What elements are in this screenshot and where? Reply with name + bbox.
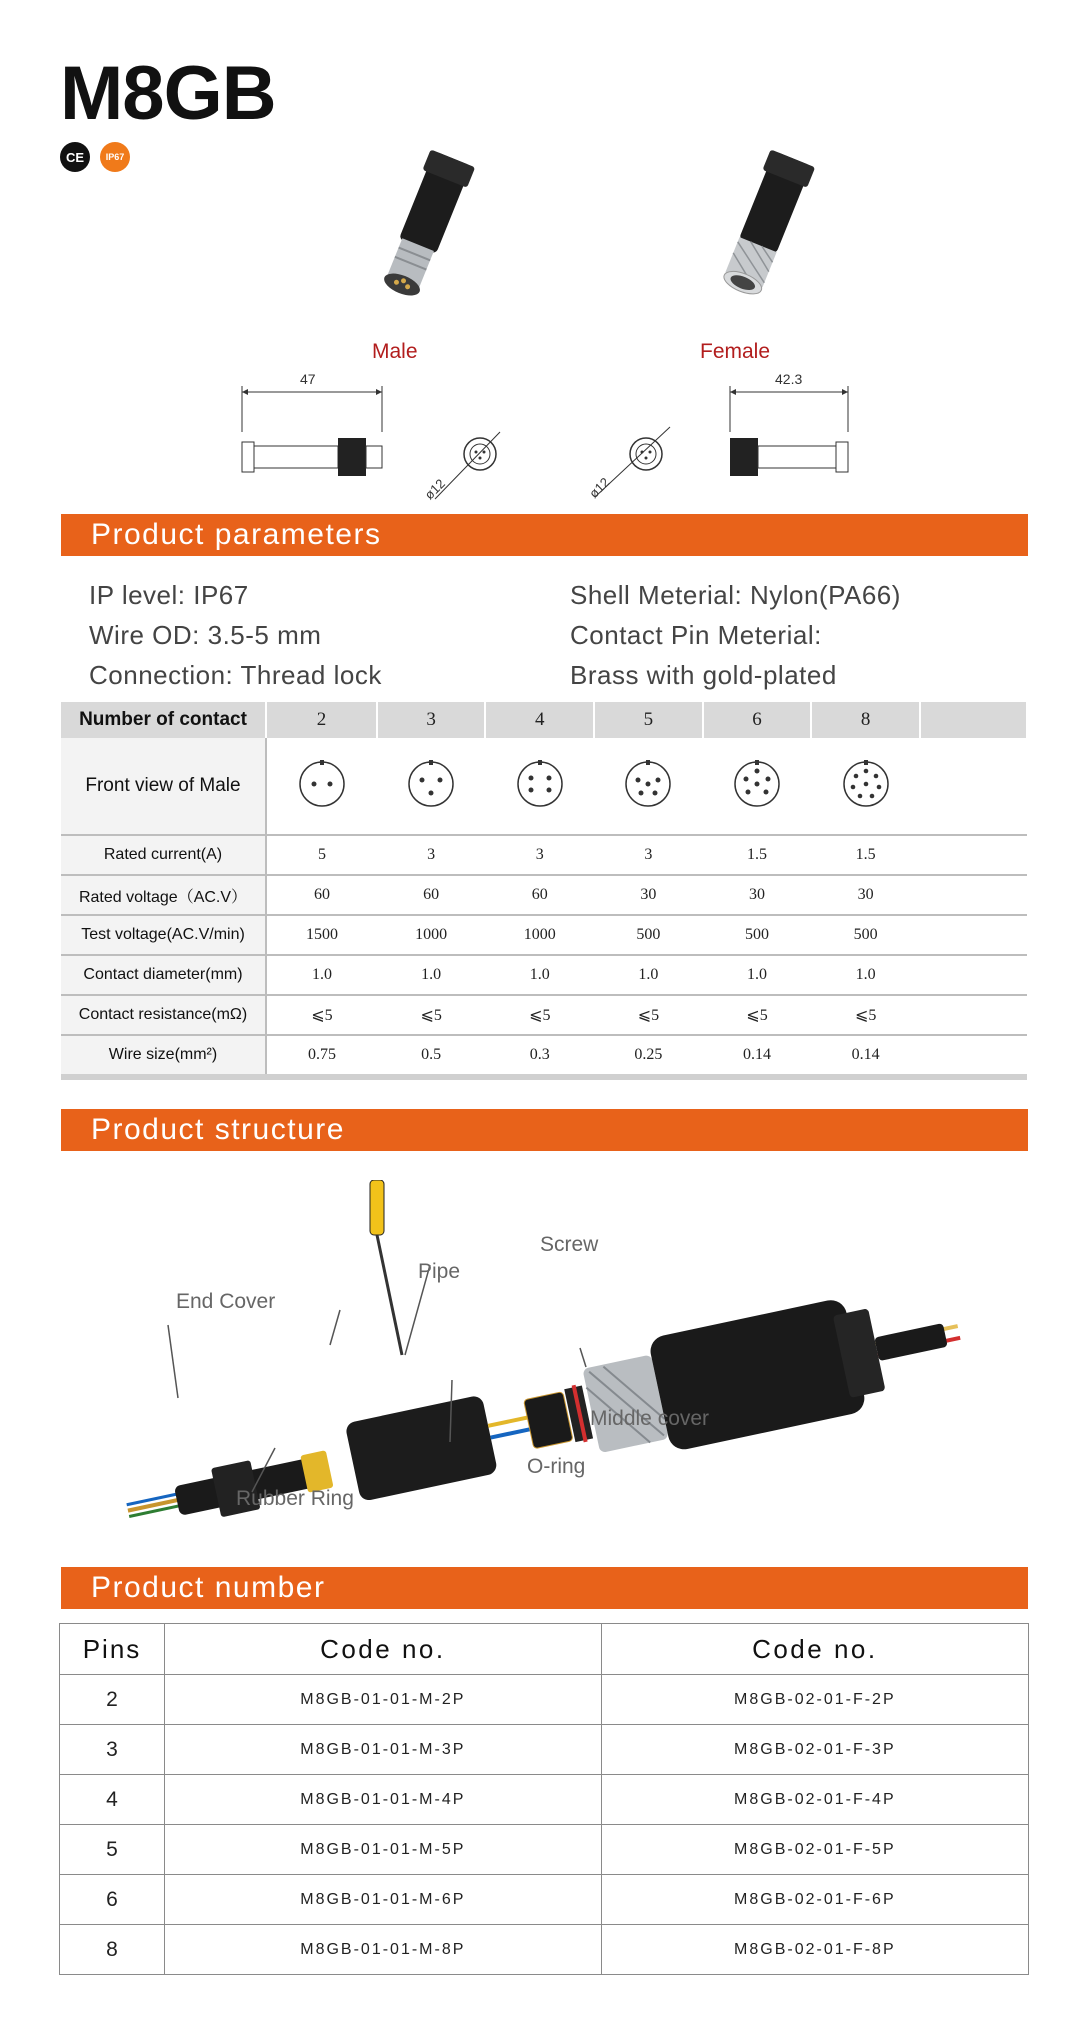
- param-contact-plating: Brass with gold-plated: [570, 660, 837, 690]
- spec-row: [61, 875, 1027, 915]
- pin-layout-6-icon: [703, 738, 812, 835]
- spec-cell: ⩽5: [811, 995, 920, 1035]
- pins-column-header: Pins: [60, 1624, 165, 1675]
- contact-count: 5: [594, 702, 703, 738]
- product-number-heading: Product number: [91, 1571, 326, 1604]
- pin-layout-5-icon: [594, 738, 703, 835]
- spec-cell: 30: [594, 875, 703, 915]
- pin-layout-4-icon: [485, 738, 594, 835]
- pipe-label: Pipe: [418, 1260, 461, 1283]
- spec-cell: 0.25: [594, 1035, 703, 1077]
- pin-layout-2-icon: [266, 738, 377, 835]
- spec-row-label: Contact resistance(mΩ): [61, 995, 266, 1035]
- spec-row-label: Contact diameter(mm): [61, 955, 266, 995]
- middle-cover-label: Middle cover: [590, 1407, 710, 1430]
- spec-cell: 1000: [485, 915, 594, 955]
- product-parameters-heading: Product parameters: [91, 518, 382, 551]
- end-cover-label: End Cover: [176, 1290, 276, 1313]
- spec-cell-empty: [920, 955, 1027, 995]
- front-view-empty: [920, 738, 1027, 835]
- code-column-header: Code no.: [601, 1624, 1028, 1675]
- spec-cell: 1.0: [266, 955, 377, 995]
- spec-table: [61, 702, 1028, 1080]
- spec-cell-empty: [920, 1035, 1027, 1077]
- spec-row: [61, 955, 1027, 995]
- male-code-cell: M8GB-01-01-M-8P: [165, 1925, 602, 1975]
- spec-cell: 1.5: [811, 835, 920, 875]
- spec-cell: 0.14: [811, 1035, 920, 1077]
- male-code-cell: M8GB-01-01-M-2P: [165, 1675, 602, 1725]
- spec-row: [61, 915, 1027, 955]
- spec-row-label: Rated current(A): [61, 835, 266, 875]
- spec-cell: ⩽5: [703, 995, 812, 1035]
- pins-cell: 6: [60, 1875, 165, 1925]
- spec-cell: 0.3: [485, 1035, 594, 1077]
- table-row: [60, 1675, 1029, 1725]
- contact-count: 3: [377, 702, 486, 738]
- pin-layout-3-icon: [377, 738, 486, 835]
- male-length-text: 47: [300, 372, 316, 387]
- spec-cell: 1500: [266, 915, 377, 955]
- spec-cell: 30: [811, 875, 920, 915]
- female-code-cell: M8GB-02-01-F-5P: [601, 1825, 1028, 1875]
- spec-cell: 1.0: [485, 955, 594, 995]
- female-diameter-text: ø12: [585, 474, 613, 501]
- contact-count: 2: [266, 702, 377, 738]
- spec-cell: 0.75: [266, 1035, 377, 1077]
- female-connector-image: [690, 150, 830, 330]
- table-row: [60, 1825, 1029, 1875]
- male-code-cell: M8GB-01-01-M-3P: [165, 1725, 602, 1775]
- pins-cell: 5: [60, 1825, 165, 1875]
- female-code-cell: M8GB-02-01-F-3P: [601, 1725, 1028, 1775]
- page-title: M8GB: [60, 51, 276, 136]
- male-code-cell: M8GB-01-01-M-5P: [165, 1825, 602, 1875]
- female-dimension-drawing: [580, 372, 880, 512]
- spec-cell: ⩽5: [266, 995, 377, 1035]
- spec-header-empty: [920, 702, 1027, 738]
- spec-cell: 500: [594, 915, 703, 955]
- spec-row: [61, 835, 1027, 875]
- product-structure-header: [61, 1109, 1028, 1151]
- spec-header-label: Number of contact: [61, 702, 266, 738]
- spec-row-label: Rated voltage（AC.V）: [61, 875, 266, 915]
- table-row: [60, 1725, 1029, 1775]
- spec-cell: 500: [811, 915, 920, 955]
- female-code-cell: M8GB-02-01-F-6P: [601, 1875, 1028, 1925]
- spec-cell-empty: [920, 875, 1027, 915]
- spec-cell: 1.0: [811, 955, 920, 995]
- product-number-table: [59, 1623, 1029, 1975]
- spec-cell: 1000: [377, 915, 486, 955]
- front-view-label: Front view of Male: [61, 738, 266, 835]
- spec-cell: 5: [266, 835, 377, 875]
- male-diameter-text: ø12: [421, 475, 449, 503]
- pins-cell: 8: [60, 1925, 165, 1975]
- spec-cell: 1.0: [377, 955, 486, 995]
- param-shell-material: Shell Meterial: Nylon(PA66): [570, 580, 901, 610]
- front-view-row: [61, 738, 1027, 835]
- spec-cell: 1.5: [703, 835, 812, 875]
- pins-cell: 4: [60, 1775, 165, 1825]
- male-code-cell: M8GB-01-01-M-6P: [165, 1875, 602, 1925]
- male-connector-image: [350, 150, 490, 330]
- spec-cell-empty: [920, 915, 1027, 955]
- spec-cell: 3: [485, 835, 594, 875]
- spec-row-label: Wire size(mm²): [61, 1035, 266, 1077]
- contact-count: 8: [811, 702, 920, 738]
- spec-cell: ⩽5: [377, 995, 486, 1035]
- spec-cell: 3: [594, 835, 703, 875]
- pin-layout-8-icon: [811, 738, 920, 835]
- ce-mark-icon: CE: [60, 142, 90, 172]
- spec-cell: 0.14: [703, 1035, 812, 1077]
- param-contact-pin-material: Contact Pin Meterial:: [570, 620, 822, 650]
- female-code-cell: M8GB-02-01-F-8P: [601, 1925, 1028, 1975]
- spec-cell-empty: [920, 995, 1027, 1035]
- spec-cell: 60: [377, 875, 486, 915]
- spec-cell: 60: [485, 875, 594, 915]
- spec-cell-empty: [920, 835, 1027, 875]
- spec-cell: 60: [266, 875, 377, 915]
- contact-count: 6: [703, 702, 812, 738]
- spec-header-row: [61, 702, 1027, 738]
- table-row: [60, 1925, 1029, 1975]
- pins-cell: 2: [60, 1675, 165, 1725]
- rubber-ring-label: Rubber Ring: [236, 1487, 354, 1510]
- product-parameters-header: [61, 514, 1028, 556]
- spec-row-label: Test voltage(AC.V/min): [61, 915, 266, 955]
- spec-cell: 0.5: [377, 1035, 486, 1077]
- female-code-cell: M8GB-02-01-F-2P: [601, 1675, 1028, 1725]
- female-length-text: 42.3: [775, 372, 803, 387]
- param-connection: Connection: Thread lock: [89, 660, 382, 690]
- ip67-badge-icon: IP67: [100, 142, 130, 172]
- param-ip-level: IP level: IP67: [89, 580, 249, 610]
- spec-cell: 30: [703, 875, 812, 915]
- male-label: Male: [372, 340, 418, 363]
- spec-cell: 500: [703, 915, 812, 955]
- spec-cell: 1.0: [594, 955, 703, 995]
- code-column-header: Code no.: [165, 1624, 602, 1675]
- female-code-cell: M8GB-02-01-F-4P: [601, 1775, 1028, 1825]
- table-row: [60, 1775, 1029, 1825]
- spec-cell: 3: [377, 835, 486, 875]
- spec-row: [61, 995, 1027, 1035]
- screw-label: Screw: [540, 1233, 599, 1256]
- pins-cell: 3: [60, 1725, 165, 1775]
- spec-cell: ⩽5: [594, 995, 703, 1035]
- screwdriver-icon: [370, 1180, 402, 1355]
- o-ring-label: O-ring: [527, 1455, 586, 1478]
- product-structure-heading: Product structure: [91, 1113, 345, 1146]
- param-wire-od: Wire OD: 3.5-5 mm: [89, 620, 322, 650]
- male-code-cell: M8GB-01-01-M-4P: [165, 1775, 602, 1825]
- spec-cell: 1.0: [703, 955, 812, 995]
- female-label: Female: [700, 340, 771, 363]
- contact-count: 4: [485, 702, 594, 738]
- spec-row: [61, 1035, 1027, 1077]
- table-row: [60, 1875, 1029, 1925]
- product-number-header-row: [60, 1624, 1029, 1675]
- product-number-header: [61, 1567, 1028, 1609]
- spec-cell: ⩽5: [485, 995, 594, 1035]
